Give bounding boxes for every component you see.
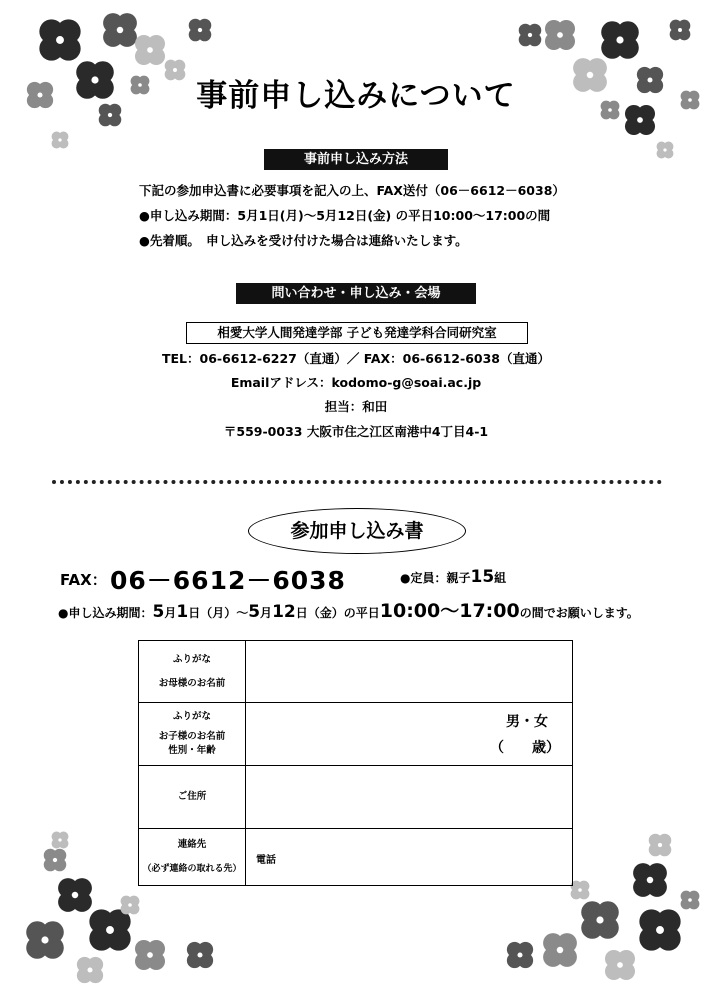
- sex-options[interactable]: 男・女: [506, 714, 548, 730]
- flower-33: [543, 933, 577, 967]
- flower-22: [26, 921, 64, 959]
- flower-18: [519, 24, 542, 47]
- flower-32: [639, 909, 680, 950]
- flower-27: [121, 896, 140, 915]
- flower-5: [189, 19, 212, 42]
- flower-31: [581, 901, 619, 939]
- application-form-table: [138, 640, 573, 886]
- tel-fax: TEL：06-6612-6227（直通）／ FAX：06-6612-6038（直通）: [161, 351, 550, 366]
- flower-21: [58, 878, 92, 912]
- contact-heading: 問い合わせ・申し込み・会場: [236, 283, 476, 304]
- contact-field[interactable]: [246, 829, 573, 886]
- flower-2: [135, 35, 165, 65]
- method-line-1: 下記の参加申込書に必要事項を記入の上、FAX送付（06－6612－6038）: [139, 183, 565, 198]
- flower-1: [103, 13, 137, 47]
- address: 〒559-0033 大阪市住之江区南港中4丁目4-1: [223, 424, 489, 439]
- child-name-field[interactable]: [246, 703, 573, 766]
- capacity: ●定員：親子15組: [400, 567, 507, 587]
- mother-name-field[interactable]: [246, 641, 573, 703]
- tel-label: 電話: [256, 855, 276, 866]
- flower-35: [605, 950, 635, 980]
- flower-14: [670, 20, 691, 41]
- fax-number: 06－6612－6038: [110, 566, 346, 595]
- email: Emailアドレス：kodomo-g@soai.ac.jp: [230, 375, 482, 390]
- flower-24: [77, 957, 103, 983]
- flower-17: [657, 142, 674, 159]
- flower-34: [507, 942, 533, 968]
- address-row: [139, 766, 573, 829]
- organization-box: 相愛大学人間発達学部 子ども発達学科合同研究室: [186, 322, 528, 344]
- page-title: 事前申し込みについて: [196, 78, 516, 114]
- method-heading: 事前申し込み方法: [264, 149, 448, 170]
- flower-30: [633, 863, 667, 897]
- child-row: [139, 703, 573, 766]
- address-label: ご住所: [139, 766, 246, 829]
- mother-name-label: ふりがな お母様のお名前: [139, 641, 246, 703]
- form-heading: 参加申し込み書: [248, 508, 466, 554]
- flower-7: [52, 132, 69, 149]
- flower-0: [39, 19, 80, 60]
- person-in-charge: 担当：和田: [324, 399, 388, 414]
- method-line-3: ●先着順。 申し込みを受け付けた場合は連絡いたします。: [139, 233, 468, 248]
- flower-36: [681, 891, 700, 910]
- contact-label: 連絡先 （必ず連絡の取れる先）: [139, 829, 246, 886]
- flower-10: [601, 21, 639, 59]
- address-field[interactable]: [246, 766, 573, 829]
- flower-20: [44, 849, 67, 872]
- flower-11: [545, 20, 575, 50]
- contact-row: [139, 829, 573, 886]
- application-period: ●申し込み期間：5月1日（月）～5月12日（金）の平日10:00～17:00の間でお願いします。: [58, 600, 639, 622]
- fax-label: FAX：: [60, 571, 107, 589]
- flower-23: [89, 909, 130, 950]
- age-field[interactable]: （ 歳）: [490, 740, 560, 756]
- mother-row: [139, 641, 573, 703]
- flower-28: [52, 832, 69, 849]
- dotted-divider: [52, 480, 662, 484]
- method-line-2: ●申し込み期間：5月1日(月)～5月12日(金) の平日10:00～17:00の間: [139, 208, 551, 223]
- flower-25: [135, 940, 165, 970]
- flower-29: [649, 834, 672, 857]
- child-name-label: ふりがな お子様のお名前 性別・年齢: [139, 703, 246, 766]
- flower-37: [571, 881, 590, 900]
- flower-26: [187, 942, 213, 968]
